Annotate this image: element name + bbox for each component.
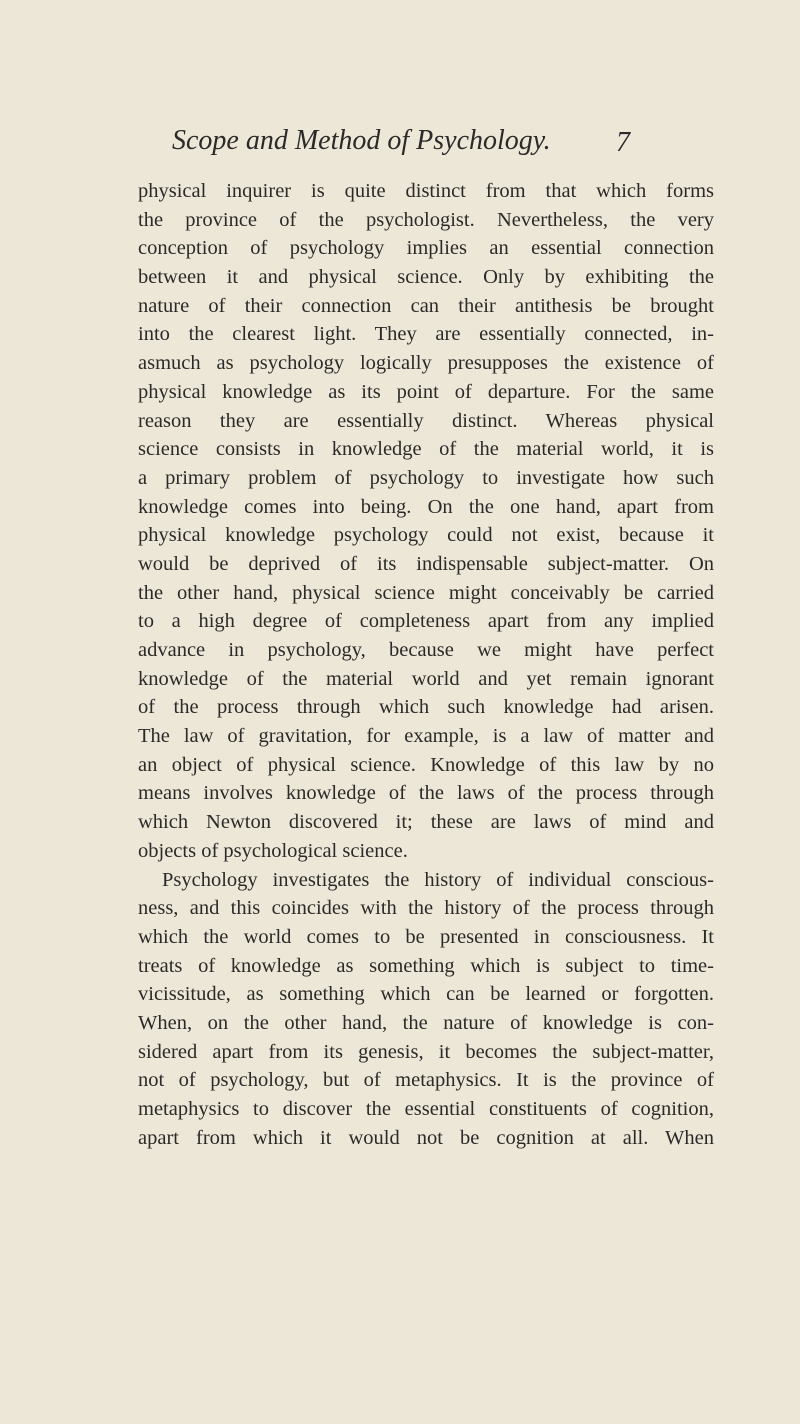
text-line: advance in psychology, because we might have perfect	[138, 639, 714, 661]
text-line: into the clearest light. They are essentially connected, in-	[138, 323, 714, 346]
body-text	[138, 177, 714, 1152]
text-line: ness, and this coincides with the history of the process through	[138, 897, 714, 920]
text-line: physical knowledge as its point of departure. For the same	[138, 380, 714, 403]
text-line: metaphysics to discover the essential constituents of cognition,	[138, 1098, 714, 1120]
text-line: which Newton discovered it; these are laws of mind and	[138, 811, 714, 834]
text-line: not of psychology, but of metaphysics. It is the province of	[138, 1069, 714, 1092]
text-line: nature of their connection can their antithesis be brought	[138, 294, 714, 317]
text-line: knowledge comes into being. On the one hand, apart from	[138, 495, 714, 518]
text-line: vicissitude, as something which can be learned or forgotten.	[138, 983, 714, 1006]
text-line: knowledge of the material world and yet remain ignorant	[138, 667, 714, 690]
text-line: an object of physical science. Knowledge of this law by no	[138, 753, 714, 776]
text-line: would be deprived of its indispensable subject-matter. On	[138, 552, 714, 575]
text-line: which the world comes to be presented in consciousness. It	[138, 925, 714, 948]
text-line: objects of psychological science.	[138, 839, 408, 862]
text-line: between it and physical science. Only by exhibiting the	[138, 266, 714, 289]
text-line: asmuch as psychology logically presupposes the existence of	[138, 352, 714, 375]
text-line: conception of psychology implies an essential connection	[138, 237, 714, 260]
text-line: reason they are essentially distinct. Whereas physical	[138, 409, 714, 432]
text-line: to a high degree of completeness apart from any implied	[138, 610, 714, 633]
text-line: sidered apart from its genesis, it becomes the subject-matter,	[138, 1040, 714, 1063]
paragraph-first-line: Psychology investigates the history of individual conscious-	[162, 868, 714, 891]
text-line: of the process through which such knowledge had arisen.	[138, 696, 714, 719]
text-line: physical inquirer is quite distinct from that which forms	[138, 180, 714, 202]
text-line: the other hand, physical science might conceivably be carried	[138, 581, 714, 604]
text-line: science consists in knowledge of the material world, it is	[138, 438, 714, 461]
text-line: When, on the other hand, the nature of knowledge is con-	[138, 1011, 714, 1034]
text-line: a primary problem of psychology to investigate how such	[138, 466, 714, 489]
text-line: apart from which it would not be cognition at all. When	[138, 1126, 714, 1149]
text-line: the province of the psychologist. Nevertheless, the very	[138, 208, 714, 231]
text-line: means involves knowledge of the laws of the process through	[138, 782, 714, 805]
text-line: treats of knowledge as something which is subject to time-	[138, 954, 714, 977]
page-number: 7	[616, 127, 630, 158]
text-line: The law of gravitation, for example, is a law of matter and	[138, 725, 714, 748]
text-line: physical knowledge psychology could not exist, because it	[138, 524, 714, 547]
running-head-title: Scope and Method of Psychology.	[172, 125, 551, 156]
